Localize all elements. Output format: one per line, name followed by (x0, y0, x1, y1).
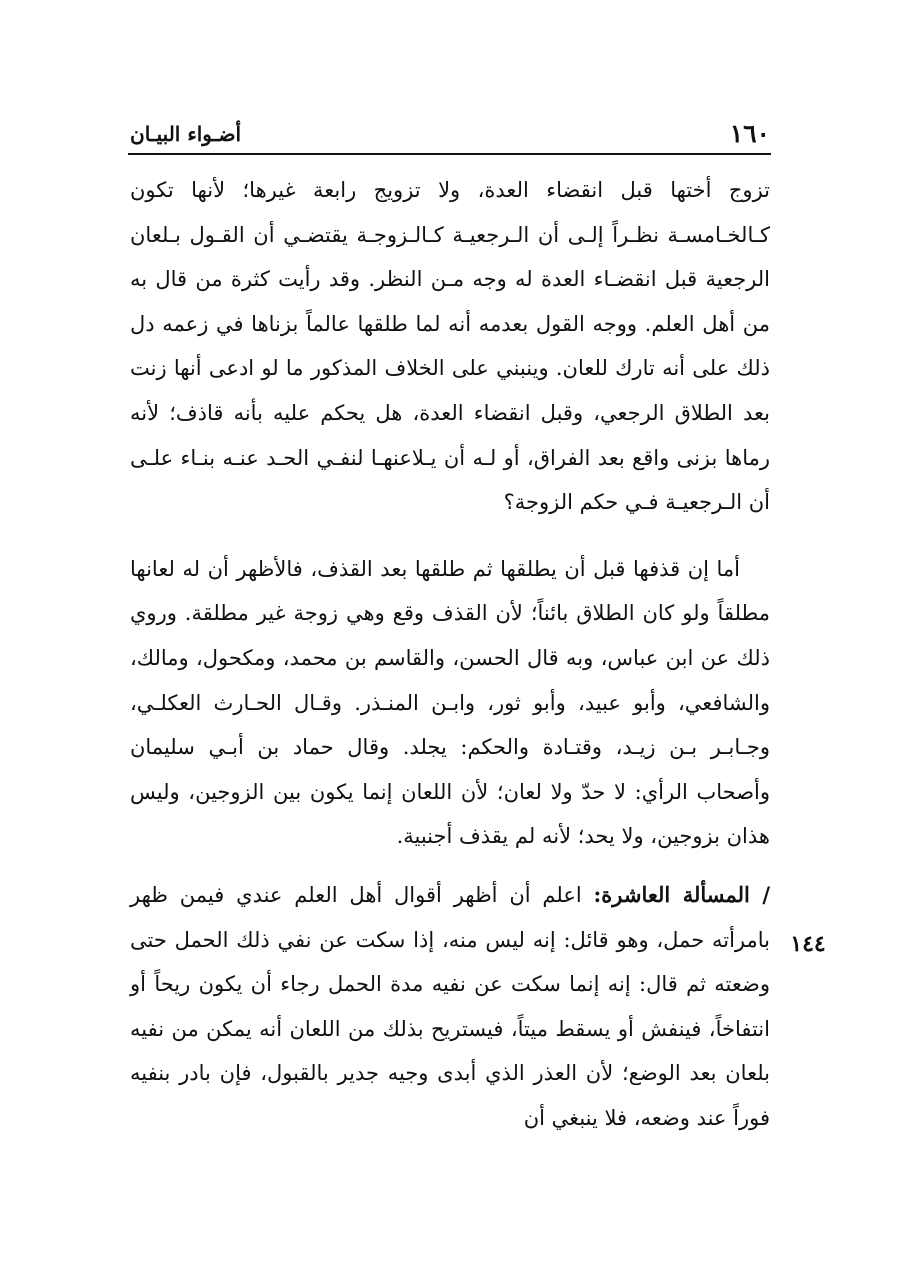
header-rule (128, 153, 771, 155)
paragraph-2: أما إن قذفها قبل أن يطلقها ثم طلقها بعد القذف، فالأظهر أن له لعانها مطلقاً ولو كان الطلاق بائناً؛ لأن القذف وقع وهي زوجة غير مطلقة. وروي ذلك عن ابن عباس، وبه قال الحسن، والقاسم بن محمد، ومكحول، ومالك، والشافعي، وأبو عبيد، وأبو ثور، وابـن المنـذر. وقـال الحـارث العكلـي، وجـابـر بـن زيـد، وقتـادة والحكم: يجلد. وقال حماد بن أبـي سليمان وأصحاب الرأي: لا حدّ ولا لعان؛ لأن اللعان إنما يكون بين الزوجين، وليس هذان بزوجين، ولا يحد؛ لأنه لم يقذف أجنبية. (130, 556, 770, 849)
running-header (130, 112, 770, 152)
section-text: اعلم أن أظهر أقوال أهل العلم عندي فيمن ظهر بامرأته حمل، وهو قائل: إنه ليس منه، إذا سكت عن نفي ذلك الحمل حتى وضعته ثم قال: إنه إنما سكت عن نفيه مدة الحمل رجاء أن يكون ريحاً أو انتفاخاً، فينفش أو يسقط ميتاً، فيستريح بذلك من اللعان أنه يمكن من نفيه بلعان بعد الوضع؛ لأن العذر الذي أبدى وجيه جدير بالقبول، فإن بادر بنفيه فوراً عند وضعه، فلا ينبغي أن (130, 882, 770, 1130)
paragraph-spacer (130, 525, 770, 547)
page-body (130, 168, 770, 1140)
paragraph-3 (130, 873, 770, 1141)
section-heading: / المسألة العاشرة: (593, 881, 771, 907)
book-title: أضـواء البيـان (130, 122, 242, 146)
page-number: ١٦٠ (729, 119, 770, 148)
margin-page-reference: ١٤٤ (790, 931, 826, 957)
paragraph-spacer (130, 859, 770, 873)
paragraph-1: تزوج أختها قبل انقضاء العدة، ولا تزويج رابعة غيرها؛ لأنها تكون كـالخـامسـة نظـراً إلـى أن الـرجعيـة كـالـزوجـة يقتضـي أن القـول بـلعان الرجعية قبل انقضـاء العدة له وجه مـن النظر. وقد رأيت كثرة من قال به من أهل العلم. ووجه القول بعدمه أنه لما طلقها عالماً بزناها في زعمه دل ذلك على أنه تارك للعان. وينبني على الخلاف المذكور ما لو ادعى أنها زنت بعد الطلاق الرجعي، وقبل انقضاء العدة، هل يحكم عليه بأنه قاذف؛ لأنه رماها بزنى واقع بعد الفراق، أو لـه أن يـلاعنهـا لنفـي الحـد عنـه بنـاء علـى أن الـرجعيـة فـي حكم الزوجة؟ (130, 178, 770, 515)
